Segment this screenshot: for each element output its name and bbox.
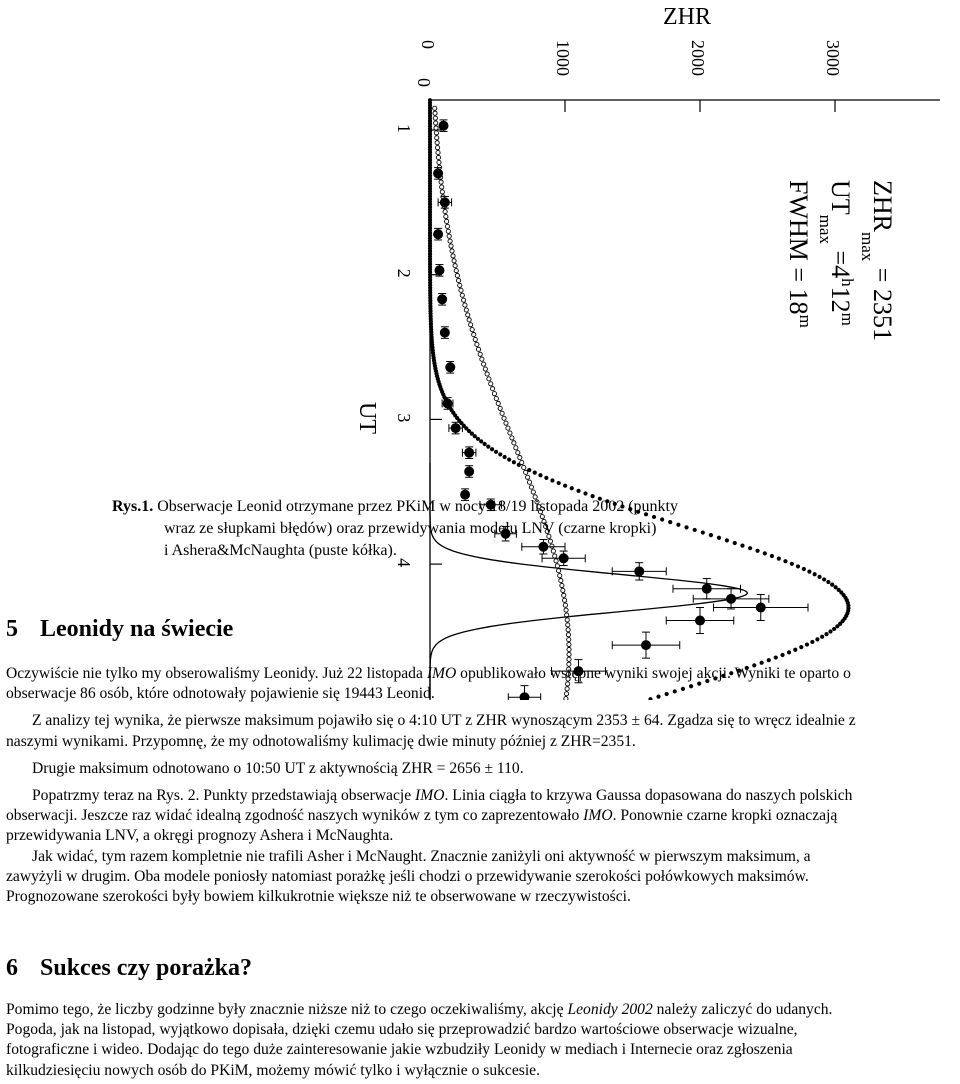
asher-model-circle <box>473 337 477 341</box>
annotation-ut-max: $UT_{max} =4^h12^m$ <box>816 180 857 326</box>
asher-model-circle <box>433 116 437 120</box>
asher-model-circle <box>498 406 502 410</box>
asher-model-circle <box>524 470 528 474</box>
caption-label: Rys.1. <box>112 498 154 515</box>
asher-model-circle <box>510 436 514 440</box>
asher-model-circle <box>480 357 484 361</box>
lnv-model-dot <box>507 458 511 462</box>
asher-model-circle <box>494 396 498 400</box>
asher-model-circle <box>434 126 438 130</box>
observation-point <box>726 594 736 604</box>
asher-model-circle <box>443 210 447 214</box>
asher-model-circle <box>567 652 571 656</box>
lnv-model-dot <box>550 478 554 482</box>
lnv-model-dot <box>490 447 494 451</box>
asher-model-circle <box>446 229 450 233</box>
caption-line-1: Obserwacje Leonid otrzymane przez PKiM w nocy 18/19 listopada 2002 (punkty <box>153 498 678 515</box>
s5-paragraph-1: Oczywiście nie tylko my obserowaliśmy Leonidy. Już 22 listopada IMO opublikowało wstępne wyniki swojej akcji. Wyniki te oparto o obserwacje 86 osób, które odnotowały pojawienie się 19443 Leonid. <box>6 665 851 703</box>
observation-point <box>756 603 766 613</box>
section-6-heading <box>6 955 252 982</box>
ut-tick-label-1: 1 <box>394 124 414 133</box>
asher-model-circle <box>561 588 565 592</box>
section-5-number: 5 <box>6 616 18 642</box>
asher-model-circle <box>563 603 567 607</box>
asher-model-circle <box>525 475 529 479</box>
lnv-model-dot <box>498 452 502 456</box>
lnv-model-dot <box>544 476 548 480</box>
lnv-model-dot <box>807 570 811 574</box>
observation-point <box>695 616 705 626</box>
lnv-model-dot <box>796 564 800 568</box>
section-6-title: Sukces czy porażka? <box>40 955 252 981</box>
lnv-model-dot <box>790 562 794 566</box>
asher-model-circle <box>475 342 479 346</box>
asher-model-circle <box>531 490 535 494</box>
asher-model-circle <box>448 239 452 243</box>
asher-model-circle <box>461 298 465 302</box>
asher-model-circle <box>529 485 533 489</box>
lnv-model-dot <box>799 645 803 649</box>
section-5-title: Leonidy na świecie <box>40 616 234 642</box>
lnv-model-dot <box>805 642 809 646</box>
lnv-model-dot <box>570 486 574 490</box>
lnv-model-dot <box>828 629 832 633</box>
lnv-model-dot <box>802 567 806 571</box>
observation-point <box>437 294 447 304</box>
asher-model-circle <box>452 259 456 263</box>
asher-model-circle <box>485 372 489 376</box>
s5-paragraph-2: Z analizy tej wynika, że pierwsze maksimum pojawiło się o 4:10 UT z ZHR wynoszącym 2353 ± 64. Zgadza się to wręcz idealnie z naszymi wynikami. Przypomnę, że my odnotowaliśmy kulimację dwie minuty później z ZHR=2351. <box>6 712 856 750</box>
asher-model-circle <box>467 318 471 322</box>
asher-model-circle <box>469 323 473 327</box>
observation-point <box>451 423 461 433</box>
asher-model-circle <box>487 377 491 381</box>
lnv-model-dot <box>830 583 834 587</box>
asher-model-circle <box>489 382 493 386</box>
ut-axis-label: UT <box>354 402 380 434</box>
asher-model-circle <box>456 278 460 282</box>
asher-model-circle <box>434 131 438 135</box>
ut-tick-label-4: 4 <box>394 558 414 568</box>
asher-model-circle <box>450 249 454 253</box>
asher-model-circle <box>492 392 496 396</box>
asher-model-circle <box>562 593 566 597</box>
asher-model-circle <box>567 642 571 646</box>
s5-paragraph-5: Jak widać, tym razem kompletnie nie trafili Asher i McNaught. Znacznie zaniżyli oni aktywność w pierwszym maksimum, a zawyżyli w drugim. Oba modele poniosły natomiast porażkę jeśli chodzi o przewidywanie szerokości połówkowych maksimów. Prognozowane szerokości były bowiem kilkukrotnie większe niż te obserwowane w rzeczywistości. <box>6 847 811 906</box>
lnv-model-dot <box>822 577 826 581</box>
s5-paragraph-4: Popatrzmy teraz na Rys. 2. Punkty przedstawiają obserwacje IMO. Linia ciągła to krzywa Gaussa dopasowana do naszych polskich obserwacji. Jeszcze raz widać idealną zgodność naszych wyników z tym co zaprezentowało IMO. Ponownie czarne kropki oznaczają przewidywania LNV, a okręgi prognozy Ashera i McNaughta. <box>6 787 853 845</box>
s5-paragraph-3: Drugie maksimum odnotowano o 10:50 UT z aktywnością ZHR = 2656 ± 110. <box>32 759 524 777</box>
asher-model-circle <box>566 623 570 627</box>
asher-model-circle <box>520 460 524 464</box>
observation-point <box>433 168 443 178</box>
asher-model-circle <box>560 583 564 587</box>
asher-model-circle <box>433 111 437 115</box>
asher-model-circle <box>558 574 562 578</box>
asher-model-circle <box>434 121 438 125</box>
observation-point <box>443 398 453 408</box>
asher-model-circle <box>470 328 474 332</box>
lnv-model-dot <box>780 653 784 657</box>
asher-model-circle <box>504 421 508 425</box>
asher-model-circle <box>562 598 566 602</box>
lnv-model-dot <box>810 640 814 644</box>
asher-model-circle <box>483 367 487 371</box>
observation-point <box>440 197 450 207</box>
asher-model-circle <box>459 288 463 292</box>
ut-tick-label-3: 3 <box>394 413 414 423</box>
asher-model-circle <box>508 431 512 435</box>
asher-model-circle <box>500 411 504 415</box>
asher-model-circle <box>506 426 510 430</box>
ut-tick-label-0: 0 <box>414 78 434 87</box>
asher-model-circle <box>502 416 506 420</box>
fit-annotation <box>784 180 897 341</box>
caption-line-2: wraz ze słupkami błędów) oraz przewidywania modelu LNV (czarne kropki) <box>164 520 657 537</box>
asher-model-circle <box>567 647 571 651</box>
lnv-model-dot <box>583 491 587 495</box>
figure-caption <box>112 496 812 562</box>
lnv-model-dot <box>826 580 830 584</box>
asher-model-circle <box>449 244 453 248</box>
asher-model-circle <box>496 401 500 405</box>
lnv-model-dot <box>793 648 797 652</box>
ut-tick-label-2: 2 <box>394 268 414 278</box>
observation-point <box>445 362 455 372</box>
asher-model-circle <box>478 352 482 356</box>
asher-model-circle <box>447 234 451 238</box>
lnv-model-dot <box>494 450 498 454</box>
section-6-body <box>6 1000 868 1081</box>
lnv-model-dot <box>557 481 561 485</box>
lnv-model-dot <box>774 655 778 659</box>
asher-model-circle <box>445 219 449 223</box>
asher-model-circle <box>436 150 440 154</box>
asher-model-circle <box>555 564 559 568</box>
lnv-model-dot <box>503 455 507 459</box>
observation-point <box>464 448 474 458</box>
zhr-tick-label-0: 0 <box>418 40 438 49</box>
lnv-model-dot <box>576 489 580 493</box>
asher-model-circle <box>440 185 444 189</box>
zhr-tick-label-1000: 1000 <box>553 40 573 76</box>
s6-paragraph-1: Pomimo tego, że liczby godzinne były znacznie niższe niż to czego oczekiwaliśmy, akcję Leonidy 2002 należy zaliczyć do udanych. Pogoda, jak na listopad, wyjątkowo dopisała, dzięki czemu udało się przeprowadzić bardzo wartościowe obserwacje wizualne, fotograficzne i wideo. Dodając do tego duże zainteresowanie jakie wzbudziły Leonidy w mediach i Internecie oraz zgłoszenia kilkudziesięciu nowych osób do PKiM, możemy mówić tylko i wyłącznie o sukcesie. <box>6 1001 833 1079</box>
asher-model-circle <box>439 180 443 184</box>
observation-point <box>464 466 474 476</box>
zhr-axis-label: ZHR <box>663 4 711 30</box>
lnv-model-dot <box>835 624 839 628</box>
observation-point <box>702 584 712 594</box>
asher-model-circle <box>490 387 494 391</box>
asher-model-circle <box>436 155 440 159</box>
asher-model-circle <box>476 347 480 351</box>
lnv-model-dot <box>479 439 483 443</box>
section-5-heading <box>6 616 233 643</box>
lnv-model-dot <box>767 658 771 662</box>
section-6-number: 6 <box>6 955 18 981</box>
lnv-model-dot <box>476 437 480 441</box>
asher-model-circle <box>556 569 560 573</box>
observation-point <box>440 328 450 338</box>
asher-model-circle <box>437 160 441 164</box>
lnv-model-dot <box>820 635 824 639</box>
asher-model-circle <box>527 480 531 484</box>
lnv-model-dot <box>832 627 836 631</box>
asher-model-circle <box>435 146 439 150</box>
observation-point <box>439 121 449 131</box>
asher-model-circle <box>451 254 455 258</box>
asher-model-circle <box>522 465 526 469</box>
lnv-model-dot <box>824 632 828 636</box>
asher-model-circle <box>514 446 518 450</box>
asher-model-circle <box>453 264 457 268</box>
lnv-model-dot <box>563 484 567 488</box>
asher-model-circle <box>435 141 439 145</box>
lnv-model-dot <box>815 637 819 641</box>
asher-model-circle <box>566 628 570 632</box>
asher-model-circle <box>454 269 458 273</box>
lnv-model-dot <box>817 575 821 579</box>
asher-model-circle <box>433 106 437 110</box>
section-5-body <box>6 664 868 907</box>
lnv-model-dot <box>533 471 537 475</box>
asher-model-circle <box>518 456 522 460</box>
asher-model-circle <box>472 333 476 337</box>
lnv-model-dot <box>512 460 516 464</box>
asher-model-circle <box>566 633 570 637</box>
asher-model-circle <box>464 308 468 312</box>
lnv-model-dot <box>787 650 791 654</box>
lnv-model-dot <box>813 572 817 576</box>
asher-model-circle <box>458 283 462 287</box>
observation-point <box>641 640 651 650</box>
caption-line-3: i Ashera&McNaughta (puste kółka). <box>164 542 397 559</box>
observation-point <box>434 265 444 275</box>
annotation-fwhm: FWHM = $18^m$ <box>784 180 815 328</box>
asher-model-circle <box>567 638 571 642</box>
asher-model-circle <box>440 190 444 194</box>
zhr-tick-label-2000: 2000 <box>688 40 708 76</box>
asher-model-circle <box>444 214 448 218</box>
asher-model-circle <box>466 313 470 317</box>
asher-model-circle <box>564 608 568 612</box>
lnv-model-dot <box>483 442 487 446</box>
asher-model-circle <box>565 618 569 622</box>
asher-model-circle <box>445 224 449 228</box>
asher-model-circle <box>463 303 467 307</box>
annotation-zhr-max: $ZHR_{max} = 2351$ <box>858 180 897 341</box>
asher-model-circle <box>460 293 464 297</box>
asher-model-circle <box>455 273 459 277</box>
asher-model-circle <box>559 578 563 582</box>
asher-model-circle <box>482 362 486 366</box>
asher-model-circle <box>567 657 571 661</box>
lnv-model-dot <box>538 473 542 477</box>
observation-point <box>634 566 644 576</box>
asher-model-circle <box>435 136 439 140</box>
zhr-tick-label-3000: 3000 <box>823 40 843 76</box>
lnv-model-dot <box>486 445 490 449</box>
observation-point <box>433 229 443 239</box>
asher-model-circle <box>516 451 520 455</box>
asher-model-circle <box>512 441 516 445</box>
